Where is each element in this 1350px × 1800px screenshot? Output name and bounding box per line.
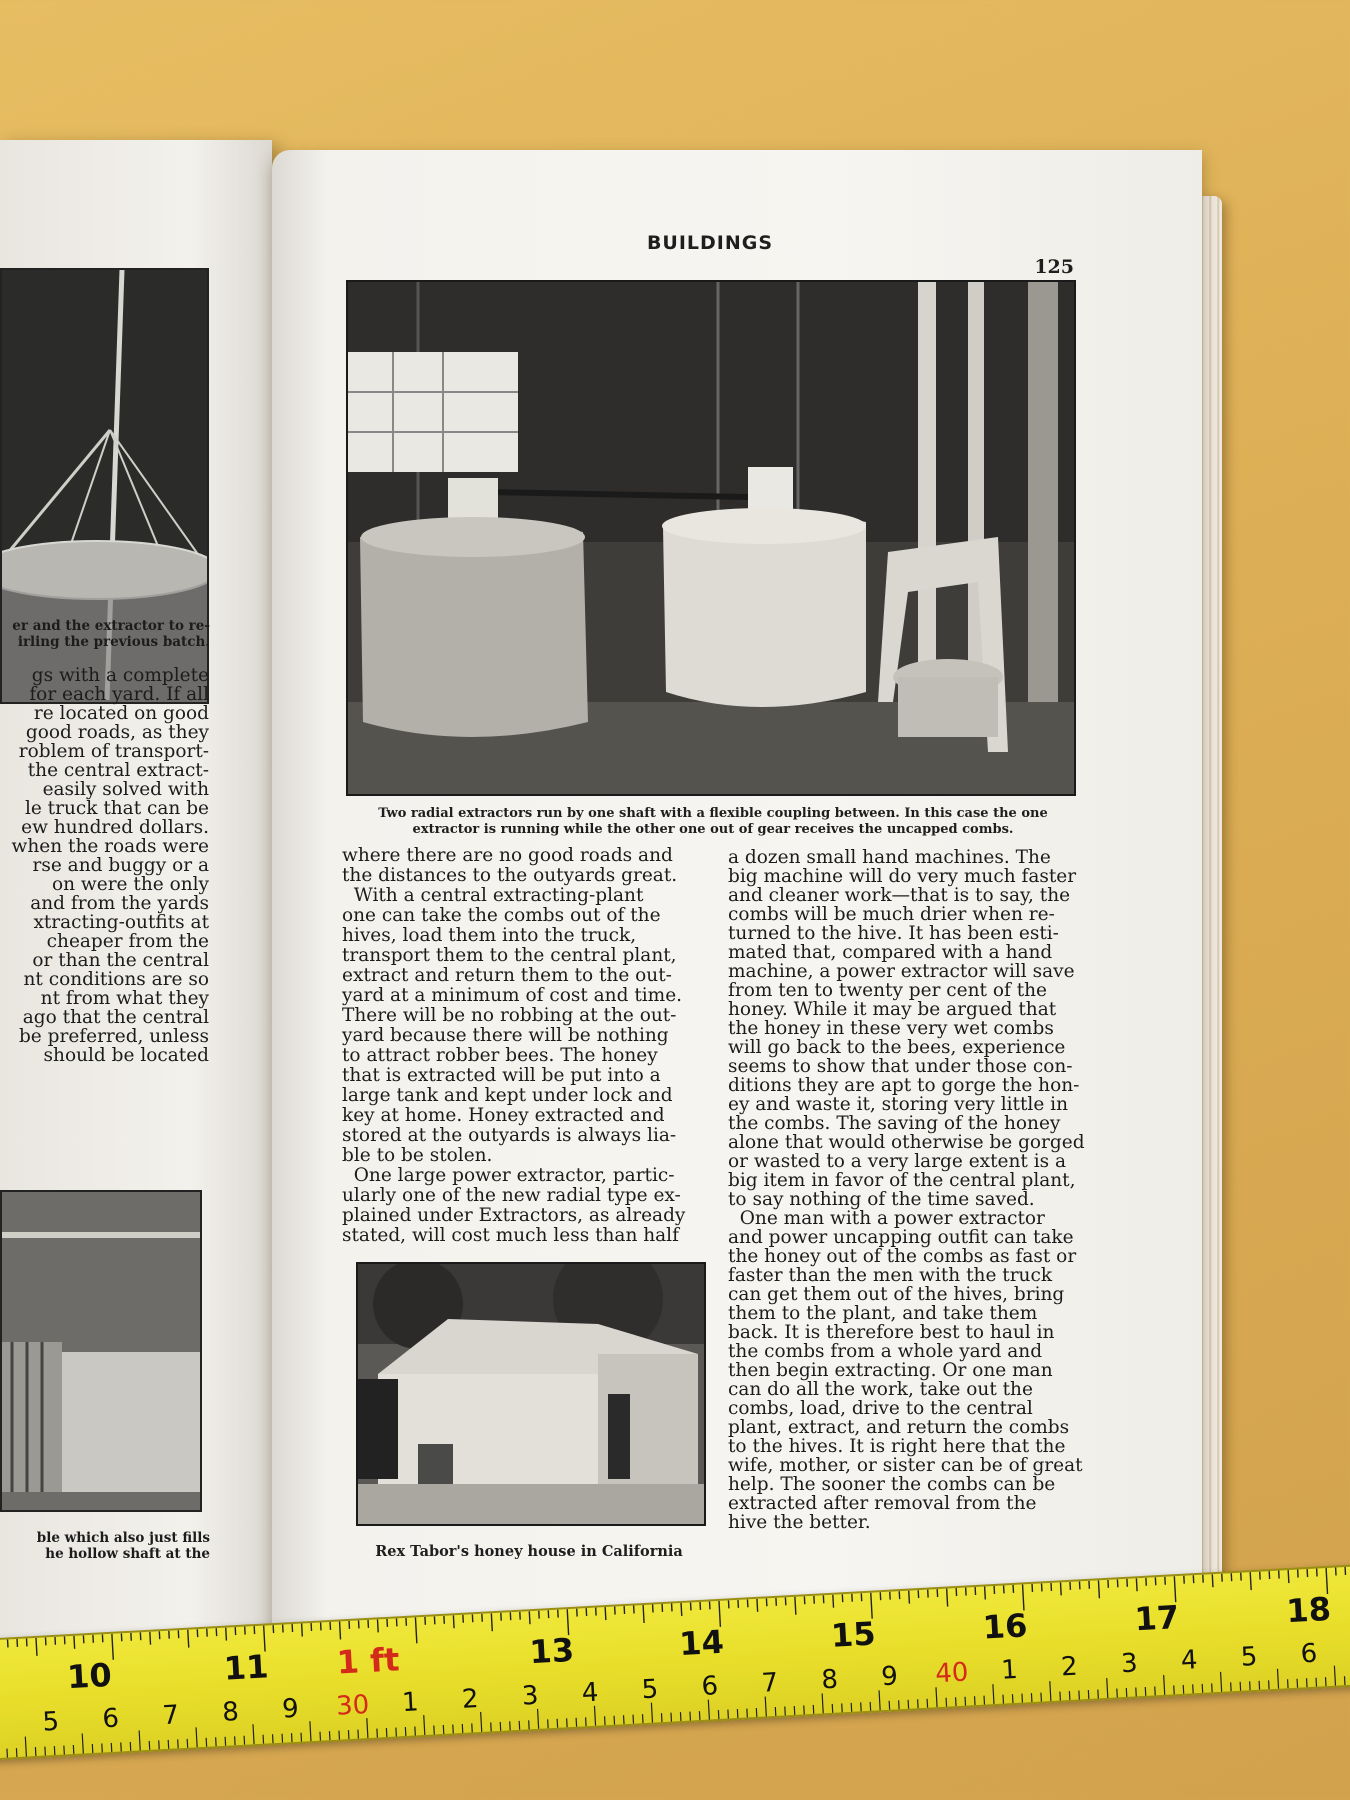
text-line: large tank and kept under lock and	[342, 1085, 673, 1106]
tape-inch-label: 16	[981, 1606, 1029, 1647]
extractor-machine-image	[2, 1192, 200, 1510]
text-line: a dozen small hand machines. The	[728, 847, 1051, 868]
tape-inch-label: 11	[222, 1647, 270, 1688]
text-line: One man with a power extractor	[728, 1208, 1045, 1229]
tape-inch-label: 15	[830, 1614, 877, 1655]
tape-cm-label: 7	[760, 1667, 779, 1699]
left-text-line: for each yard. If all	[29, 684, 209, 705]
text-line: can do all the work, take out the	[728, 1379, 1033, 1400]
text-line: alone that would otherwise be gorged	[728, 1132, 1085, 1153]
tape-cm-label: 2	[1060, 1651, 1079, 1683]
text-line: machine, a power extractor will save	[728, 961, 1075, 982]
text-line: big machine will do very much faster	[728, 866, 1077, 887]
text-line: plant, extract, and return the combs	[728, 1417, 1070, 1438]
text-line: With a central extracting-plant	[342, 885, 644, 906]
text-line: extract and return them to the out-	[342, 965, 672, 986]
left-text-line: roblem of transport-	[18, 741, 209, 762]
main-photo-extractors	[346, 280, 1076, 796]
left-text-line: gs with a complete	[31, 665, 209, 686]
text-line: plained under Extractors, as already	[342, 1205, 686, 1226]
left-text-line: le truck that can be	[24, 798, 209, 819]
tape-cm-label: 8	[221, 1697, 240, 1728]
left-text-line: when the roads were	[11, 836, 209, 857]
page-number: 125	[1034, 256, 1074, 278]
left-page-bottom-caption-1: ble which also just fills	[36, 1530, 210, 1546]
text-line: key at home. Honey extracted and	[342, 1105, 665, 1126]
main-photo-caption-1: Two radial extractors run by one shaft with a flexible coupling between. In this case the one	[378, 806, 1048, 821]
text-line: seems to show that under those con-	[728, 1056, 1073, 1077]
running-head: BUILDINGS	[646, 232, 774, 254]
text-line: ularly one of the new radial type ex-	[342, 1185, 681, 1206]
text-line: hive the better.	[728, 1512, 871, 1533]
text-line: the honey out of the combs as fast or	[728, 1246, 1077, 1267]
extractors-image	[348, 282, 1074, 794]
text-line: the combs from a whole yard and	[728, 1341, 1043, 1362]
text-line: one can take the combs out of the	[342, 905, 661, 926]
text-line: One large power extractor, partic-	[342, 1165, 675, 1186]
tape-inch-label: 17	[1133, 1598, 1181, 1639]
tape-cm-label: 2	[461, 1684, 480, 1715]
text-line: combs will be much drier when re-	[728, 904, 1055, 925]
left-text-line: re located on good	[33, 703, 209, 724]
tape-cm-label: 1	[401, 1687, 420, 1719]
tape-cm-label: 6	[700, 1671, 719, 1702]
left-page-top-caption-1: er and the extractor to re-	[12, 618, 210, 634]
left-text-line: be preferred, unless	[18, 1026, 209, 1047]
tape-cm-label: 7	[161, 1700, 180, 1732]
text-line: ble to be stolen.	[342, 1145, 493, 1166]
tape-cm-label: 40	[934, 1657, 970, 1690]
left-text-line: ew hundred dollars.	[21, 817, 209, 838]
tape-inch-label: 10	[66, 1655, 113, 1697]
main-photo-caption-2: extractor is running while the other one out of gear receives the uncapped combs.	[412, 822, 1014, 837]
text-line: to say nothing of the time saved.	[728, 1189, 1035, 1210]
left-text-line: or than the central	[32, 950, 209, 971]
left-text-line: and from the yards	[30, 893, 209, 914]
tape-inch-label: 14	[678, 1622, 725, 1664]
tape-cm-label: 30	[335, 1689, 371, 1722]
left-text-line: ago that the central	[22, 1007, 209, 1028]
text-line: transport them to the central plant,	[342, 945, 677, 966]
text-line: the honey in these very wet combs	[728, 1018, 1054, 1039]
left-page-bottom-caption-2: he hollow shaft at the	[45, 1546, 210, 1562]
tape-cm-label: 8	[820, 1664, 839, 1696]
tape-cm-label: 5	[41, 1706, 60, 1738]
left-page-bottom-photo	[0, 1190, 202, 1512]
tape-foot-label: 1 ft	[335, 1640, 401, 1682]
text-line: and power uncapping outfit can take	[728, 1227, 1074, 1248]
left-text-line: xtracting-outfits at	[33, 912, 209, 933]
tape-cm-label: 6	[1299, 1638, 1319, 1670]
text-line: that is extracted will be put into a	[342, 1065, 661, 1086]
text-line: yard at a minimum of cost and time.	[342, 985, 683, 1006]
tape-cm-label: 4	[1180, 1645, 1199, 1676]
text-line: big item in favor of the central plant,	[728, 1170, 1076, 1191]
text-line: from ten to twenty per cent of the	[728, 980, 1047, 1001]
text-line: ey and waste it, storing very little in	[728, 1094, 1069, 1115]
text-line: will go back to the bees, experience	[728, 1037, 1066, 1058]
tape-cm-label: 1	[1000, 1654, 1019, 1686]
tape-cm-label: 9	[880, 1661, 899, 1693]
text-line: combs, load, drive to the central	[728, 1398, 1033, 1419]
left-text-line: on were the only	[52, 874, 209, 895]
tape-cm-label: 6	[101, 1703, 120, 1735]
left-text-line: cheaper from the	[46, 931, 209, 952]
text-line: yard because there will be nothing	[342, 1025, 669, 1046]
text-line: stored at the outyards is always lia-	[342, 1125, 677, 1146]
honey-house-photo	[356, 1262, 706, 1526]
text-line: the distances to the outyards great.	[342, 865, 678, 886]
tape-cm-label: 4	[580, 1677, 600, 1709]
text-line: can get them out of the hives, bring	[728, 1284, 1065, 1305]
tape-cm-label: 3	[1120, 1648, 1139, 1680]
left-text-line: good roads, as they	[25, 722, 209, 743]
left-text-line: easily solved with	[42, 779, 209, 800]
text-line: where there are no good roads and	[342, 845, 673, 866]
left-page-top-caption-2: irling the previous batch.	[17, 634, 210, 650]
text-line: There will be no robbing at the out-	[342, 1005, 677, 1026]
text-line: to the hives. It is right here that the	[728, 1436, 1066, 1457]
tape-cm-label: 9	[281, 1693, 300, 1725]
text-line: turned to the hive. It has been esti-	[728, 923, 1059, 944]
text-line: ditions they are apt to gorge the hon-	[728, 1075, 1080, 1096]
honey-house-image	[358, 1264, 704, 1524]
left-text-line: nt conditions are so	[23, 969, 209, 990]
text-line: and cleaner work—that is to say, the	[728, 885, 1071, 906]
text-line: hives, load them into the truck,	[342, 925, 637, 946]
text-line: faster than the men with the truck	[728, 1265, 1053, 1286]
tape-cm-label: 5	[640, 1674, 660, 1706]
text-line: mated that, compared with a hand	[728, 942, 1053, 963]
tape-cm-label: 5	[1240, 1641, 1259, 1673]
text-line: wife, mother, or sister can be of great	[728, 1455, 1083, 1476]
left-text-line: should be located	[43, 1045, 209, 1066]
left-text-line: rse and buggy or a	[32, 855, 209, 876]
left-text-line: nt from what they	[40, 988, 209, 1009]
left-text-line: the central extract-	[27, 760, 209, 781]
tape-inch-label: 13	[528, 1630, 575, 1672]
text-line: help. The sooner the combs can be	[728, 1474, 1056, 1495]
text-line: stated, will cost much less than half	[342, 1225, 679, 1246]
text-line: honey. While it may be argued that	[728, 999, 1057, 1020]
text-line: then begin extracting. Or one man	[728, 1360, 1053, 1381]
tape-inch-label: 18	[1285, 1589, 1332, 1631]
left-page	[0, 140, 272, 1670]
text-line: back. It is therefore best to haul in	[728, 1322, 1055, 1343]
tape-cm-label: 3	[521, 1680, 540, 1712]
text-line: them to the plant, and take them	[728, 1303, 1038, 1324]
text-line: the combs. The saving of the honey	[728, 1113, 1061, 1134]
text-line: extracted after removal from the	[728, 1493, 1037, 1514]
text-line: or wasted to a very large extent is a	[728, 1151, 1067, 1172]
text-line: to attract robber bees. The honey	[342, 1045, 658, 1066]
honey-house-caption: Rex Tabor's honey house in California	[375, 1543, 683, 1560]
